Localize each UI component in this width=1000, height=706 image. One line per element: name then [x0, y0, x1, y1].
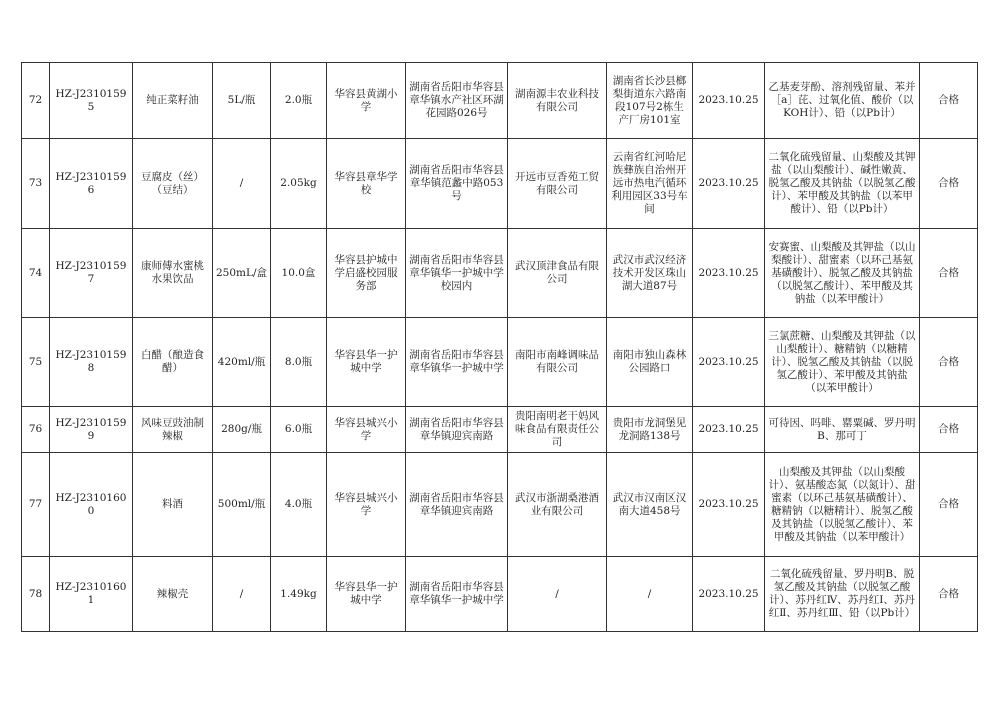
specification: 280g/瓶 [213, 407, 271, 453]
sample-quantity: 8.0瓶 [271, 318, 327, 407]
manufacturer-address: 湖南省长沙县榔梨街道东六路南段107号2栋生产厂房101室 [607, 63, 693, 139]
row-number: 73 [22, 139, 50, 229]
sample-code: HZ-J23101599 [50, 407, 133, 453]
sample-code: HZ-J23101595 [50, 63, 133, 139]
inspection-items: 二氧化硫残留量、罗丹明B、脱氢乙酸及其钠盐（以脱氢乙酸计）、苏丹红Ⅳ、苏丹红Ⅰ、苏丹红Ⅱ、苏丹红Ⅲ、铅（以Pb计） [765, 557, 920, 632]
sample-quantity: 1.49kg [271, 557, 327, 632]
sample-quantity: 4.0瓶 [271, 453, 327, 557]
row-number: 78 [22, 557, 50, 632]
sampled-unit: 华容县城兴小学 [327, 453, 406, 557]
manufacturer: / [508, 557, 607, 632]
sampled-unit-address: 湖南省岳阳市华容县章华镇范蠡中路053号 [406, 139, 508, 229]
sample-code: HZ-J23101598 [50, 318, 133, 407]
sampled-unit-address: 湖南省岳阳市华容县章华镇迎宾南路 [406, 453, 508, 557]
result: 合格 [920, 318, 978, 407]
manufacturer-address: / [607, 557, 693, 632]
table-body [22, 63, 978, 632]
sampled-unit: 华容县华一护城中学 [327, 557, 406, 632]
sample-code: HZ-J23101596 [50, 139, 133, 229]
sample-quantity: 2.0瓶 [271, 63, 327, 139]
sampled-unit: 华容县护城中学启盛校园服务部 [327, 229, 406, 318]
manufacturer-address: 武汉市汉南区汉南大道458号 [607, 453, 693, 557]
manufacturer: 武汉市浙湖桑港酒业有限公司 [508, 453, 607, 557]
product-name: 豆腐皮（丝）（豆结） [133, 139, 213, 229]
table-row [22, 318, 978, 407]
manufacturer: 开远市豆香苑工贸有限公司 [508, 139, 607, 229]
inspection-items: 山梨酸及其钾盐（以山梨酸计）、氨基酸态氮（以氮计）、甜蜜素（以环己基氨基磺酸计）、糖精钠（以糖精计）、脱氢乙酸及其钠盐（以脱氢乙酸计）、苯甲酸及其钠盐（以苯甲酸计） [765, 453, 920, 557]
row-number: 75 [22, 318, 50, 407]
result: 合格 [920, 407, 978, 453]
specification: / [213, 557, 271, 632]
manufacturer: 湖南源丰农业科技有限公司 [508, 63, 607, 139]
product-name: 白醋（酿造食醋） [133, 318, 213, 407]
sampling-date: 2023.10.25 [693, 229, 765, 318]
inspection-items: 乙基麦芽酚、溶剂残留量、苯并［a］芘、过氧化值、酸价（以KOH计）、铅（以Pb计） [765, 63, 920, 139]
sampled-unit: 华容县章华学校 [327, 139, 406, 229]
result: 合格 [920, 453, 978, 557]
sampled-unit-address: 湖南省岳阳市华容县章华镇华一护城中学 [406, 557, 508, 632]
manufacturer-address: 云南省红河哈尼族彝族自治州开远市热电汽循环利用园区33号车间 [607, 139, 693, 229]
table-row [22, 453, 978, 557]
table-row [22, 407, 978, 453]
product-name: 辣椒壳 [133, 557, 213, 632]
product-name: 康师傅水蜜桃水果饮品 [133, 229, 213, 318]
result: 合格 [920, 63, 978, 139]
row-number: 74 [22, 229, 50, 318]
sample-quantity: 10.0盒 [271, 229, 327, 318]
sampled-unit: 华容县城兴小学 [327, 407, 406, 453]
specification: 500ml/瓶 [213, 453, 271, 557]
product-name: 风味豆豉油制辣椒 [133, 407, 213, 453]
sampling-date: 2023.10.25 [693, 139, 765, 229]
specification: 5L/瓶 [213, 63, 271, 139]
manufacturer-address: 贵阳市龙洞堡见龙洞路138号 [607, 407, 693, 453]
specification: 420ml/瓶 [213, 318, 271, 407]
sampled-unit: 华容县黄湖小学 [327, 63, 406, 139]
row-number: 76 [22, 407, 50, 453]
table-row [22, 139, 978, 229]
row-number: 77 [22, 453, 50, 557]
sample-code: HZ-J23101597 [50, 229, 133, 318]
sample-quantity: 6.0瓶 [271, 407, 327, 453]
sampling-date: 2023.10.25 [693, 63, 765, 139]
sample-code: HZ-J23101600 [50, 453, 133, 557]
sampling-date: 2023.10.25 [693, 318, 765, 407]
inspection-items: 可待因、吗啡、罂粟碱、罗丹明B、那可丁 [765, 407, 920, 453]
manufacturer-address: 南阳市独山森林公园路口 [607, 318, 693, 407]
sampling-date: 2023.10.25 [693, 407, 765, 453]
sampled-unit-address: 湖南省岳阳市华容县章华镇华一护城中学校园内 [406, 229, 508, 318]
result: 合格 [920, 139, 978, 229]
sampled-unit-address: 湖南省岳阳市华容县章华镇华一护城中学 [406, 318, 508, 407]
sampled-unit-address: 湖南省岳阳市华容县章华镇迎宾南路 [406, 407, 508, 453]
specification: / [213, 139, 271, 229]
sample-quantity: 2.05kg [271, 139, 327, 229]
result: 合格 [920, 229, 978, 318]
inspection-items: 二氧化硫残留量、山梨酸及其钾盐（以山梨酸计）、碱性嫩黄、脱氢乙酸及其钠盐（以脱氢乙酸计）、苯甲酸及其钠盐（以苯甲酸计）、铅（以Pb计） [765, 139, 920, 229]
manufacturer: 南阳市南峰调味品有限公司 [508, 318, 607, 407]
specification: 250mL/盒 [213, 229, 271, 318]
manufacturer-address: 武汉市武汉经济技术开发区珠山湖大道87号 [607, 229, 693, 318]
sampling-date: 2023.10.25 [693, 453, 765, 557]
row-number: 72 [22, 63, 50, 139]
sampled-unit: 华容县华一护城中学 [327, 318, 406, 407]
manufacturer: 贵阳南明老干妈风味食品有限责任公司 [508, 407, 607, 453]
table-row [22, 557, 978, 632]
table-row [22, 63, 978, 139]
product-name: 料酒 [133, 453, 213, 557]
product-name: 纯正菜籽油 [133, 63, 213, 139]
result: 合格 [920, 557, 978, 632]
inspection-items: 三氯蔗糖、山梨酸及其钾盐（以山梨酸计）、糖精钠（以糖精计）、脱氢乙酸及其钠盐（以脱氢乙酸计）、苯甲酸及其钠盐（以苯甲酸计） [765, 318, 920, 407]
manufacturer: 武汉顶津食品有限公司 [508, 229, 607, 318]
inspection-results-table [21, 62, 978, 632]
sample-code: HZ-J23101601 [50, 557, 133, 632]
sampling-date: 2023.10.25 [693, 557, 765, 632]
table-row [22, 229, 978, 318]
sampled-unit-address: 湖南省岳阳市华容县章华镇水产社区环湖花园路026号 [406, 63, 508, 139]
inspection-items: 安赛蜜、山梨酸及其钾盐（以山梨酸计）、甜蜜素（以环己基氨基磺酸计）、脱氢乙酸及其钠盐（以脱氢乙酸计）、苯甲酸及其钠盐（以苯甲酸计） [765, 229, 920, 318]
